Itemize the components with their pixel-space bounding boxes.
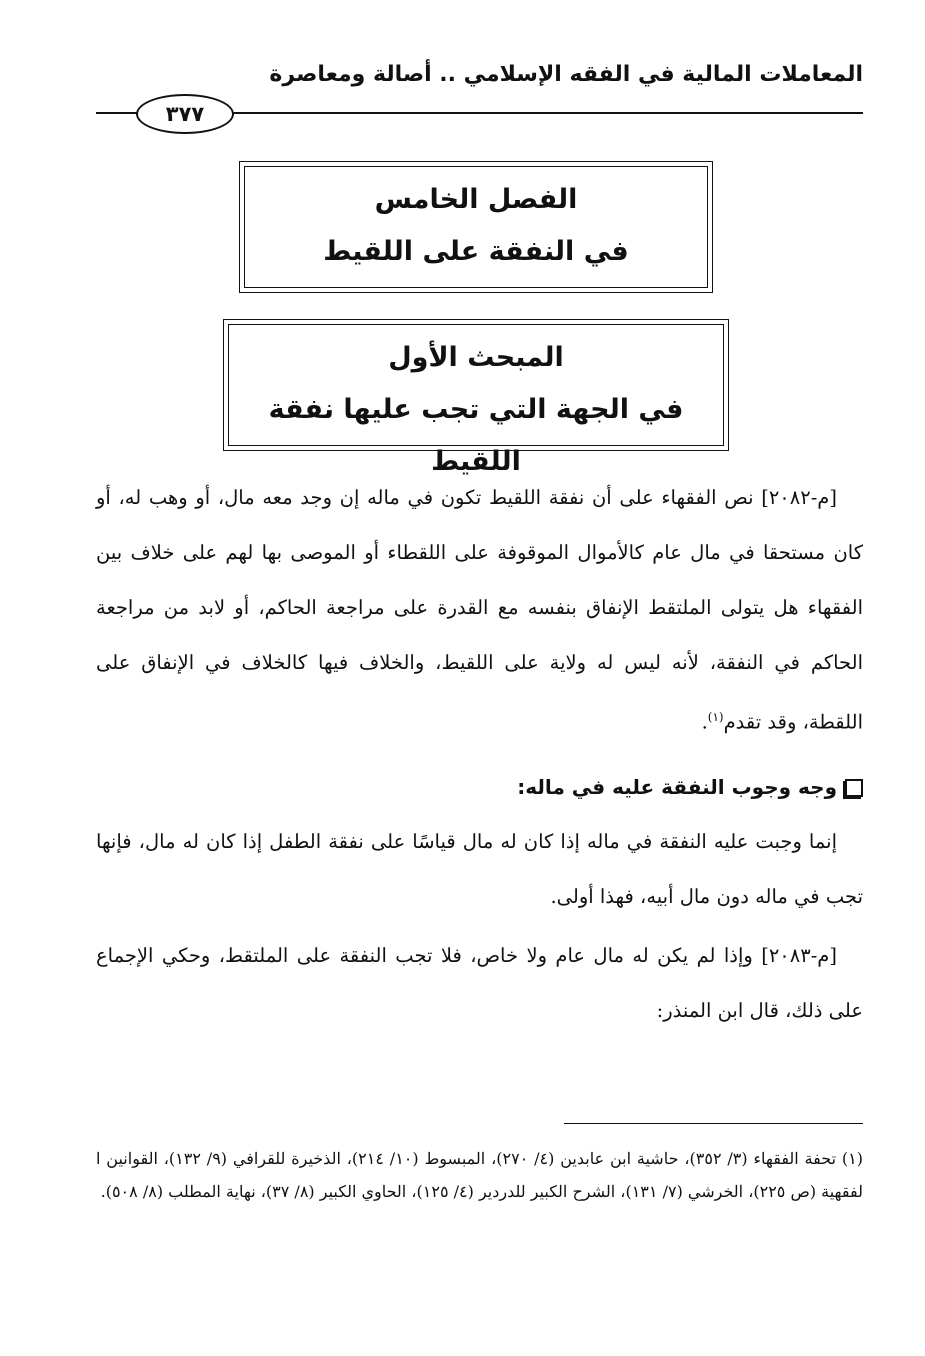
main-text bbox=[96, 470, 863, 1038]
paragraph-reason: إنما وجبت عليه النفقة في ماله إذا كان له مال قياسًا على نفقة الطفل إذا كان له مال، فإنها تجب في ماله دون مال أبيه، فهذا أولى. bbox=[96, 829, 863, 908]
paragraph-2082-end: . bbox=[701, 710, 708, 734]
chapter-number: الفصل الخامس bbox=[374, 184, 578, 215]
subheading bbox=[96, 762, 863, 812]
section-number: المبحث الأول bbox=[388, 342, 564, 373]
subheading-text: وجه وجوب النفقة عليه في ماله: bbox=[517, 774, 837, 799]
chapter-title: في النفقة على اللقيط bbox=[323, 236, 629, 267]
footnote-separator bbox=[564, 1123, 863, 1124]
section-title-box bbox=[228, 324, 724, 477]
section-title: في الجهة التي تجب عليها نفقة اللقيط bbox=[268, 394, 684, 477]
square-bullet-icon bbox=[845, 779, 863, 797]
footnotes bbox=[96, 1142, 863, 1208]
paragraph-2082-text: [م-٢٠٨٢] نص الفقهاء على أن نفقة اللقيط تكون في ماله إن وجد معه مال، أو وهب له، أو كان مستحقا في مال عام كالأموال الموقوفة على اللقطاء أو الموصى بها لهم على خلاف بين الفقهاء هل يتولى الملتقط الإنفاق بنفسه مع القدرة على مراجعة الحاكم، أو لابد من مراجعة الحاكم في النفقة، لأنه ليس له ولاية على اللقيط، والخلاف فيها كالخلاف في الإنفاق على اللقطة، وقد تقدم bbox=[96, 486, 863, 734]
paragraph-2082 bbox=[96, 470, 863, 750]
page-number: ٣٧٧ bbox=[136, 94, 234, 134]
running-header: المعاملات المالية في الفقه الإسلامي .. أصالة ومعاصرة bbox=[269, 62, 863, 87]
paragraph-2083: [م-٢٠٨٣] وإذا لم يكن له مال عام ولا خاص، فلا تجب النفقة على الملتقط، وحكي الإجماع على ذلك، قال ابن المنذر: bbox=[96, 943, 863, 1022]
footnote-reference: (١) bbox=[707, 710, 724, 724]
chapter-title-box bbox=[244, 166, 708, 288]
footnote-1: (١) تحفة الفقهاء (٣/ ٣٥٢)، حاشية ابن عابدين (٤/ ٢٧٠)، المبسوط (١٠/ ٢١٤)، الذخيرة للقرافي (٩/ ١٣٢)، القوانين ا لفقهية (ص ٢٢٥)، الخرشي (٧/ ١٣١)، الشرح الكبير للدردير (٤/ ١٢٥)، الحاوي الكبير (٨/ ٣٧)، نهاية المطلب (٨/ ٥٠٨). bbox=[96, 1149, 863, 1201]
